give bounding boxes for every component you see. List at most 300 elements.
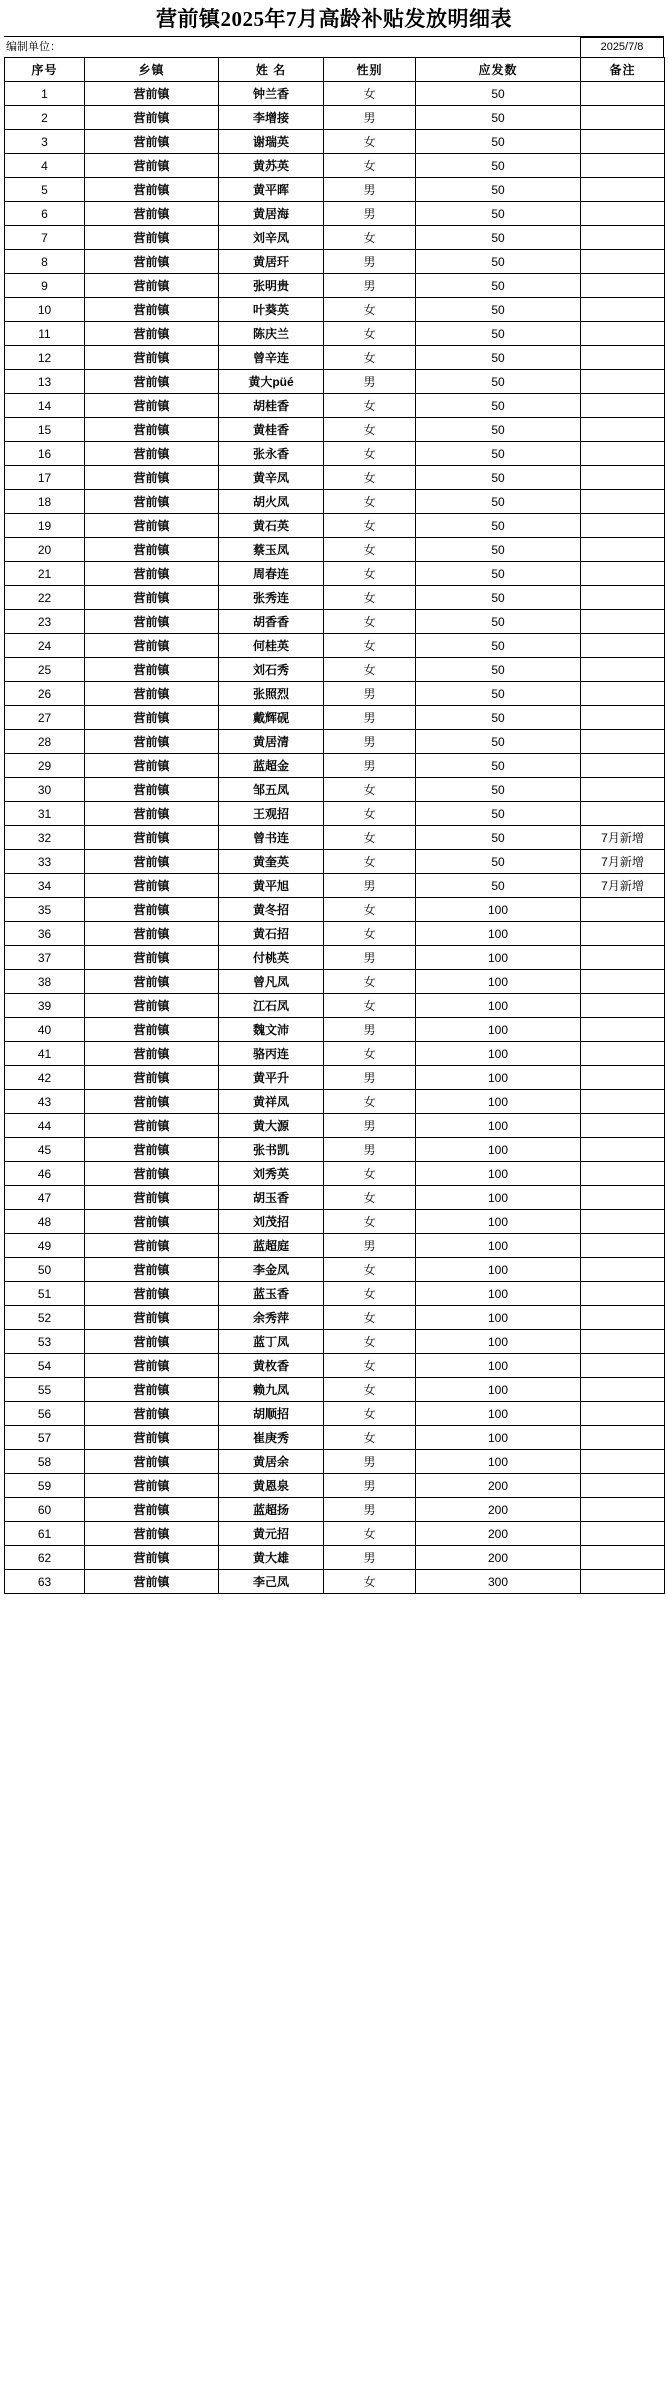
cell-seq: 60 [5,1498,85,1522]
cell-seq: 42 [5,1066,85,1090]
cell-remark: 7月新增 [581,874,665,898]
cell-remark [581,442,665,466]
cell-amount: 50 [416,802,581,826]
cell-seq: 13 [5,370,85,394]
cell-gender: 女 [324,1306,416,1330]
cell-town: 营前镇 [85,370,219,394]
cell-town: 营前镇 [85,562,219,586]
cell-name: 胡香香 [219,610,324,634]
table-row [5,1570,665,1594]
cell-amount: 50 [416,226,581,250]
cell-town: 营前镇 [85,970,219,994]
cell-town: 营前镇 [85,274,219,298]
cell-town: 营前镇 [85,706,219,730]
cell-gender: 男 [324,178,416,202]
cell-gender: 男 [324,946,416,970]
cell-gender: 女 [324,826,416,850]
cell-amount: 100 [416,922,581,946]
cell-town: 营前镇 [85,298,219,322]
cell-name: 付桃英 [219,946,324,970]
cell-town: 营前镇 [85,1162,219,1186]
cell-remark [581,970,665,994]
cell-town: 营前镇 [85,1522,219,1546]
cell-remark [581,1330,665,1354]
cell-gender: 女 [324,1282,416,1306]
cell-gender: 女 [324,1090,416,1114]
cell-amount: 200 [416,1546,581,1570]
cell-seq: 28 [5,730,85,754]
cell-name: 蓝丁凤 [219,1330,324,1354]
cell-amount: 100 [416,1138,581,1162]
cell-gender: 女 [324,298,416,322]
cell-town: 营前镇 [85,802,219,826]
cell-seq: 5 [5,178,85,202]
cell-gender: 男 [324,274,416,298]
cell-name: 魏文沛 [219,1018,324,1042]
cell-town: 营前镇 [85,946,219,970]
cell-amount: 100 [416,1018,581,1042]
cell-town: 营前镇 [85,1570,219,1594]
table-row [5,1306,665,1330]
table-row [5,1330,665,1354]
cell-remark [581,202,665,226]
cell-amount: 50 [416,730,581,754]
cell-gender: 女 [324,346,416,370]
cell-amount: 100 [416,1450,581,1474]
cell-town: 营前镇 [85,586,219,610]
cell-remark [581,946,665,970]
cell-remark [581,730,665,754]
cell-name: 黄大雄 [219,1546,324,1570]
cell-seq: 63 [5,1570,85,1594]
cell-gender: 女 [324,586,416,610]
table-row [5,370,665,394]
table-row [5,730,665,754]
column-header-seq: 序号 [5,58,85,82]
cell-amount: 50 [416,826,581,850]
cell-town: 营前镇 [85,394,219,418]
cell-remark [581,1450,665,1474]
cell-name: 蔡玉凤 [219,538,324,562]
cell-town: 营前镇 [85,82,219,106]
cell-seq: 54 [5,1354,85,1378]
cell-name: 邹五凤 [219,778,324,802]
cell-amount: 50 [416,106,581,130]
cell-remark [581,898,665,922]
cell-amount: 50 [416,130,581,154]
cell-remark [581,586,665,610]
cell-amount: 50 [416,874,581,898]
table-row [5,250,665,274]
table-row [5,706,665,730]
cell-name: 黄恩泉 [219,1474,324,1498]
cell-town: 营前镇 [85,1258,219,1282]
cell-seq: 2 [5,106,85,130]
cell-remark [581,322,665,346]
cell-town: 营前镇 [85,226,219,250]
cell-gender: 女 [324,514,416,538]
cell-remark [581,538,665,562]
cell-town: 营前镇 [85,1546,219,1570]
cell-gender: 男 [324,1018,416,1042]
cell-name: 黄平旭 [219,874,324,898]
cell-name: 黄枚香 [219,1354,324,1378]
table-row [5,1138,665,1162]
cell-seq: 3 [5,130,85,154]
cell-remark [581,1162,665,1186]
table-row [5,970,665,994]
cell-remark [581,706,665,730]
cell-amount: 50 [416,586,581,610]
cell-gender: 女 [324,490,416,514]
cell-remark [581,1354,665,1378]
cell-town: 营前镇 [85,1354,219,1378]
cell-remark [581,754,665,778]
column-header-remark: 备注 [581,58,665,82]
table-row [5,682,665,706]
column-header-amount: 应发数 [416,58,581,82]
table-row [5,802,665,826]
cell-amount: 50 [416,778,581,802]
cell-gender: 男 [324,1546,416,1570]
table-row [5,1426,665,1450]
cell-amount: 50 [416,322,581,346]
cell-name: 张秀连 [219,586,324,610]
cell-name: 黄大püé [219,370,324,394]
table-row [5,1210,665,1234]
table-row [5,1090,665,1114]
table-row [5,202,665,226]
table-row [5,442,665,466]
cell-name: 蓝超扬 [219,1498,324,1522]
table-row [5,1162,665,1186]
cell-remark [581,1138,665,1162]
cell-seq: 17 [5,466,85,490]
allowance-table [4,57,665,1594]
cell-name: 张书凯 [219,1138,324,1162]
table-row [5,346,665,370]
cell-seq: 50 [5,1258,85,1282]
cell-town: 营前镇 [85,1426,219,1450]
cell-gender: 女 [324,850,416,874]
cell-town: 营前镇 [85,1114,219,1138]
cell-seq: 23 [5,610,85,634]
cell-seq: 59 [5,1474,85,1498]
cell-name: 曾凡凤 [219,970,324,994]
cell-seq: 41 [5,1042,85,1066]
cell-seq: 62 [5,1546,85,1570]
cell-amount: 50 [416,346,581,370]
cell-name: 胡桂香 [219,394,324,418]
cell-name: 余秀萍 [219,1306,324,1330]
cell-amount: 50 [416,274,581,298]
cell-name: 张照烈 [219,682,324,706]
cell-gender: 男 [324,874,416,898]
cell-remark [581,802,665,826]
cell-seq: 11 [5,322,85,346]
cell-town: 营前镇 [85,178,219,202]
cell-gender: 男 [324,1450,416,1474]
cell-seq: 8 [5,250,85,274]
cell-name: 李金凤 [219,1258,324,1282]
table-row [5,754,665,778]
cell-gender: 女 [324,1258,416,1282]
column-header-town: 乡镇 [85,58,219,82]
cell-seq: 24 [5,634,85,658]
cell-amount: 100 [416,1354,581,1378]
cell-amount: 200 [416,1474,581,1498]
table-row [5,610,665,634]
cell-seq: 36 [5,922,85,946]
cell-town: 营前镇 [85,778,219,802]
cell-seq: 14 [5,394,85,418]
table-row [5,850,665,874]
cell-name: 黄奎英 [219,850,324,874]
cell-name: 陈庆兰 [219,322,324,346]
cell-remark [581,1378,665,1402]
cell-amount: 50 [416,634,581,658]
table-row [5,1354,665,1378]
cell-town: 营前镇 [85,154,219,178]
cell-remark [581,610,665,634]
cell-seq: 33 [5,850,85,874]
cell-town: 营前镇 [85,1066,219,1090]
cell-name: 黄冬招 [219,898,324,922]
cell-gender: 男 [324,730,416,754]
cell-remark [581,922,665,946]
cell-seq: 30 [5,778,85,802]
cell-remark [581,1258,665,1282]
cell-remark [581,994,665,1018]
cell-name: 黄居余 [219,1450,324,1474]
cell-remark [581,1546,665,1570]
cell-amount: 50 [416,418,581,442]
cell-seq: 6 [5,202,85,226]
table-row [5,322,665,346]
subheader-row [4,37,664,57]
cell-amount: 200 [416,1498,581,1522]
cell-name: 张明贵 [219,274,324,298]
cell-town: 营前镇 [85,490,219,514]
column-header-name: 姓 名 [219,58,324,82]
cell-gender: 女 [324,538,416,562]
cell-town: 营前镇 [85,1378,219,1402]
cell-remark [581,682,665,706]
cell-town: 营前镇 [85,1498,219,1522]
cell-name: 张永香 [219,442,324,466]
cell-gender: 女 [324,970,416,994]
cell-seq: 49 [5,1234,85,1258]
cell-remark [581,1066,665,1090]
cell-remark [581,1282,665,1306]
cell-amount: 100 [416,1282,581,1306]
cell-amount: 100 [416,1186,581,1210]
cell-seq: 43 [5,1090,85,1114]
cell-name: 黄祥凤 [219,1090,324,1114]
cell-seq: 56 [5,1402,85,1426]
cell-name: 黄石英 [219,514,324,538]
cell-remark [581,562,665,586]
cell-town: 营前镇 [85,874,219,898]
cell-town: 营前镇 [85,202,219,226]
cell-remark [581,1426,665,1450]
cell-gender: 女 [324,562,416,586]
table-row [5,154,665,178]
cell-amount: 100 [416,970,581,994]
cell-gender: 女 [324,322,416,346]
cell-town: 营前镇 [85,1474,219,1498]
cell-town: 营前镇 [85,658,219,682]
cell-gender: 女 [324,1354,416,1378]
cell-name: 戴辉砚 [219,706,324,730]
cell-town: 营前镇 [85,682,219,706]
cell-remark [581,1018,665,1042]
cell-gender: 女 [324,778,416,802]
cell-name: 赖九凤 [219,1378,324,1402]
table-row [5,1402,665,1426]
cell-amount: 50 [416,610,581,634]
cell-gender: 女 [324,1042,416,1066]
cell-gender: 男 [324,1066,416,1090]
cell-seq: 27 [5,706,85,730]
cell-remark [581,370,665,394]
cell-seq: 53 [5,1330,85,1354]
cell-gender: 男 [324,106,416,130]
cell-remark [581,346,665,370]
cell-town: 营前镇 [85,922,219,946]
cell-name: 何桂英 [219,634,324,658]
cell-town: 营前镇 [85,730,219,754]
table-row [5,178,665,202]
cell-amount: 50 [416,394,581,418]
table-row [5,994,665,1018]
cell-seq: 15 [5,418,85,442]
table-row [5,586,665,610]
cell-seq: 52 [5,1306,85,1330]
table-row [5,1234,665,1258]
cell-name: 刘辛凤 [219,226,324,250]
page-title: 营前镇2025年7月高龄补贴发放明细表 [4,0,664,37]
cell-gender: 男 [324,682,416,706]
cell-amount: 50 [416,178,581,202]
cell-amount: 50 [416,154,581,178]
cell-name: 蓝超金 [219,754,324,778]
cell-name: 叶葵英 [219,298,324,322]
cell-remark [581,250,665,274]
cell-remark [581,1402,665,1426]
cell-remark [581,1186,665,1210]
cell-town: 营前镇 [85,1450,219,1474]
subheader-spacer [61,37,580,57]
cell-name: 骆丙连 [219,1042,324,1066]
table-row [5,1066,665,1090]
cell-gender: 男 [324,1498,416,1522]
cell-name: 王观招 [219,802,324,826]
cell-town: 营前镇 [85,826,219,850]
cell-amount: 50 [416,658,581,682]
cell-amount: 100 [416,1066,581,1090]
cell-amount: 100 [416,1330,581,1354]
cell-seq: 61 [5,1522,85,1546]
table-row [5,130,665,154]
cell-seq: 9 [5,274,85,298]
cell-gender: 女 [324,658,416,682]
cell-name: 李增接 [219,106,324,130]
cell-name: 黄居玕 [219,250,324,274]
cell-amount: 100 [416,946,581,970]
cell-remark [581,1522,665,1546]
table-row [5,1474,665,1498]
table-row [5,1546,665,1570]
report-date: 2025/7/8 [580,37,664,57]
cell-name: 蓝玉香 [219,1282,324,1306]
table-row [5,1450,665,1474]
table-row [5,1522,665,1546]
cell-gender: 男 [324,1234,416,1258]
cell-gender: 女 [324,802,416,826]
table-row [5,946,665,970]
cell-remark [581,226,665,250]
cell-remark [581,658,665,682]
cell-name: 崔庚秀 [219,1426,324,1450]
cell-seq: 58 [5,1450,85,1474]
cell-amount: 100 [416,1042,581,1066]
table-row [5,1258,665,1282]
cell-remark [581,1570,665,1594]
cell-gender: 女 [324,130,416,154]
cell-name: 曾书连 [219,826,324,850]
cell-gender: 女 [324,1522,416,1546]
cell-seq: 1 [5,82,85,106]
table-row [5,634,665,658]
cell-gender: 女 [324,1570,416,1594]
table-row [5,1042,665,1066]
cell-seq: 7 [5,226,85,250]
cell-name: 胡顺招 [219,1402,324,1426]
cell-amount: 100 [416,994,581,1018]
cell-seq: 20 [5,538,85,562]
table-row [5,1018,665,1042]
cell-gender: 女 [324,610,416,634]
cell-amount: 100 [416,1114,581,1138]
cell-remark [581,418,665,442]
table-row [5,106,665,130]
cell-seq: 47 [5,1186,85,1210]
cell-town: 营前镇 [85,346,219,370]
cell-name: 黄桂香 [219,418,324,442]
cell-town: 营前镇 [85,634,219,658]
cell-town: 营前镇 [85,538,219,562]
cell-seq: 57 [5,1426,85,1450]
cell-gender: 男 [324,1114,416,1138]
cell-amount: 300 [416,1570,581,1594]
cell-remark [581,1498,665,1522]
cell-remark [581,274,665,298]
cell-seq: 40 [5,1018,85,1042]
cell-seq: 44 [5,1114,85,1138]
cell-seq: 39 [5,994,85,1018]
cell-name: 黄平升 [219,1066,324,1090]
cell-seq: 32 [5,826,85,850]
cell-seq: 34 [5,874,85,898]
cell-remark [581,298,665,322]
cell-gender: 男 [324,1138,416,1162]
cell-remark: 7月新增 [581,850,665,874]
table-header-row [5,58,665,82]
cell-town: 营前镇 [85,1210,219,1234]
cell-amount: 100 [416,1378,581,1402]
cell-amount: 50 [416,82,581,106]
